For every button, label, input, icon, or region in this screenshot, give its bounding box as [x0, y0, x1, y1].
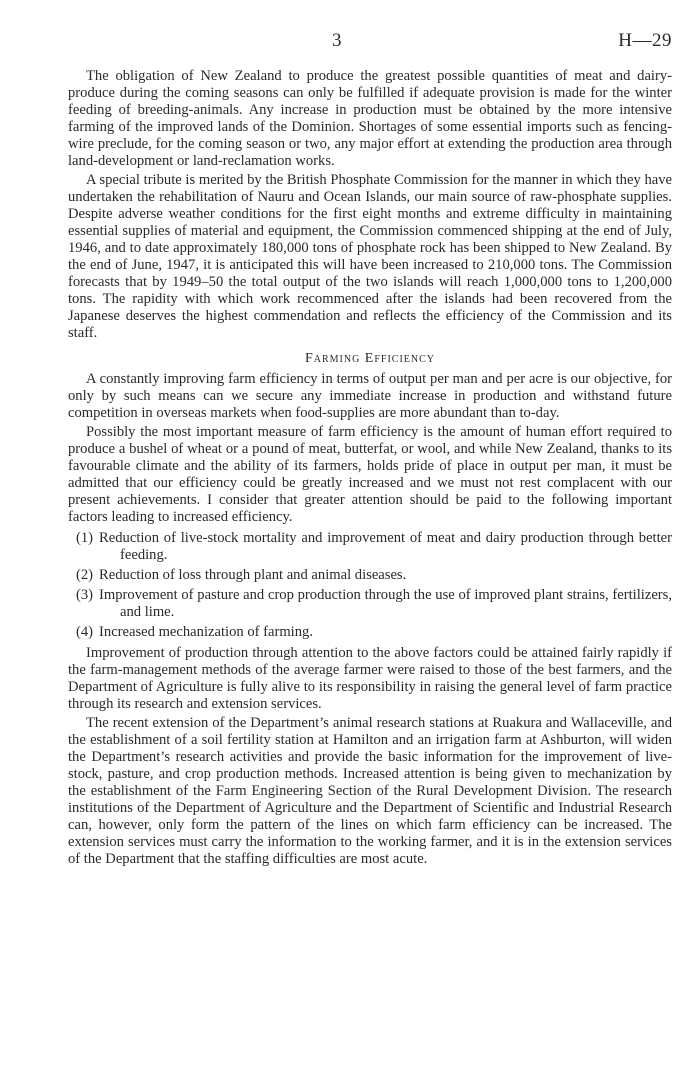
paragraph-improvement-of-production: Improvement of production through attention to the above factors could be attained fairly rapidly if the farm-management methods of the average farmer were raised to those of the best farmers, and the Department of Agriculture is fully alive to its responsibility in raising the general level of farm practice through its research and extension services.	[68, 645, 672, 712]
list-item-text: Reduction of loss through plant and animal diseases.	[99, 567, 407, 583]
list-item-text: Improvement of pasture and crop production through the use of improved plant strains, fertilizers, and lime.	[99, 587, 672, 620]
list-item-number: (1)	[76, 530, 94, 546]
list-item-number: (2)	[76, 567, 94, 583]
list-item-text: Reduction of live-stock mortality and improvement of meat and dairy production through better feeding.	[99, 530, 672, 563]
list-item	[68, 624, 672, 641]
report-code: H—29	[618, 30, 672, 51]
paragraph-research-extension: The recent extension of the Department’s animal research stations at Ruakura and Wallaceville, and the establishment of a soil fertility station at Hamilton and an irrigation farm at Ashburton, will widen the Department’s research activities and provide the basic information for the improvement of live-stock, pasture, and crop production methods. Increased attention is being given to mechanization by the establishment of the Farm Engineering Section of the Rural Development Division. The research institutions of the Department of Agriculture and the Department of Scientific and Industrial Research can, however, only form the pattern of the lines on which farm efficiency can be increased. The extension services must carry the information to the working farmer, and it is in the extension services of the Department that the staffing difficulties are most acute.	[68, 715, 672, 867]
page-header	[68, 30, 672, 60]
list-item	[68, 587, 672, 621]
list-item	[68, 530, 672, 564]
paragraph-farm-efficiency-objective: A constantly improving farm efficiency in terms of output per man and per acre is our objective, for only by such means can we secure any immediate increase in production and withstand future competition in overseas markets when food-supplies are more abundant than to-day.	[68, 371, 672, 421]
list-item	[68, 567, 672, 584]
paragraph-phosphate-commission: A special tribute is merited by the British Phosphate Commission for the manner in which they have undertaken the rehabilitation of Nauru and Ocean Islands, our main source of raw-phosphate supplies. Despite adverse weather conditions for the first eight months and extreme difficulty in maintaining essential supplies of material and equipment, the Commission commenced shipping at the end of July, 1946, and to date approximately 180,000 tons of phosphate rock has been shipped to New Zealand. By the end of June, 1947, it is anticipated this will have been increased to 210,000 tons. The Commission forecasts that by 1949–50 the total output of the two islands will reach 1,000,000 tons to 1,200,000 tons. The rapidity with which work recommenced after the islands had been recovered from the Japanese deserves the highest commendation and reflects the efficiency of the Commission and its staff.	[68, 172, 672, 341]
paragraph-measure-of-efficiency: Possibly the most important measure of farm efficiency is the amount of human effort required to produce a bushel of wheat or a pound of meat, butterfat, or wool, and while New Zealand, thanks to its favourable climate and the ability of its farmers, holds pride of place in output per man, it must be admitted that our efficiency could be greatly increased and we must not rest complacent with our present achievements. I consider that greater attention should be paid to the following important factors leading to increased efficiency.	[68, 424, 672, 525]
factors-list	[68, 530, 672, 641]
list-item-number: (4)	[76, 624, 94, 640]
paragraph-winter-feeding: The obligation of New Zealand to produce the greatest possible quantities of meat and dairy-produce during the coming seasons can only be fulfilled if adequate provision is made for the winter feeding of breeding-animals. Any increase in production must be obtained by the more intensive farming of the improved lands of the Dominion. Shortages of some essential imports such as fencing-wire preclude, for the coming season or two, any major effort at extending the production area through land-development or land-reclamation works.	[68, 68, 672, 169]
list-item-number: (3)	[76, 587, 94, 603]
section-heading: Farming Efficiency	[304, 351, 436, 366]
document-page	[68, 30, 672, 868]
list-item-text: Increased mechanization of farming.	[99, 624, 313, 640]
body-text	[68, 68, 672, 868]
page-number: 3	[332, 30, 342, 51]
